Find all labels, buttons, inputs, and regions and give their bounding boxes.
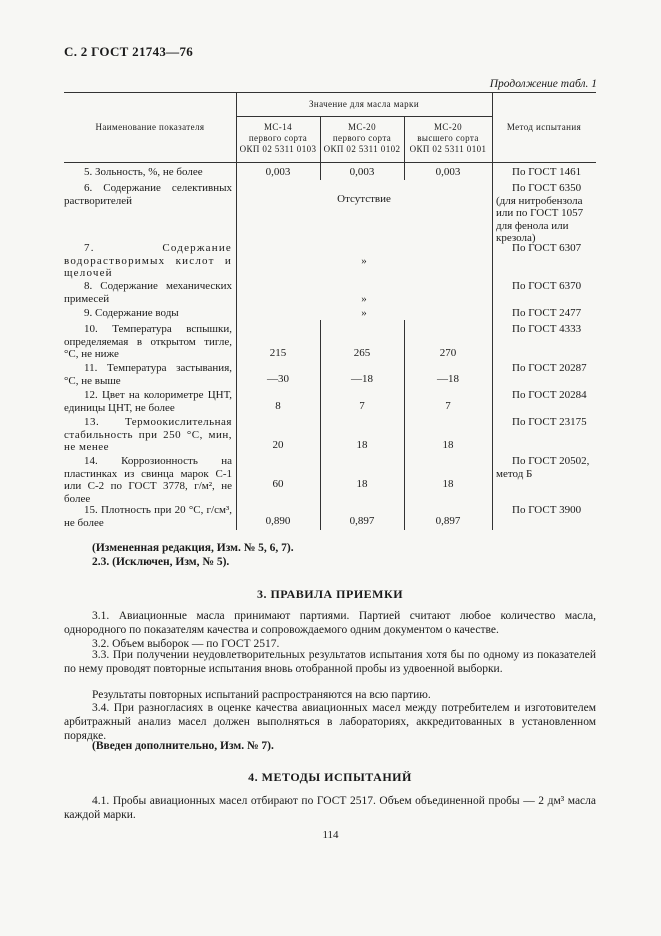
row-value: 20 [272, 439, 284, 451]
table-group-divider [236, 116, 492, 117]
row-method: По ГОСТ 1461 [512, 166, 582, 178]
row-value: 18 [442, 439, 454, 451]
table-col-divider [404, 320, 405, 530]
row-name: 13. Термоокислительная стабильность при 250 °С, мин, не менее [64, 416, 232, 453]
paragraph-4-1: 4.1. Пробы авиационных масел отбирают по ГОСТ 2517. Объем объединенной пробы — 2 дм³ масла каждой марки. [64, 795, 596, 821]
added-note: (Введен дополнительно, Изм. № 7). [92, 740, 274, 752]
row-merged-value: Отсутствие [337, 193, 391, 205]
row-name: 7. Содержание водорастворимых кислот и щелочей [64, 242, 232, 279]
row-value: 60 [272, 478, 284, 490]
table-col-divider [320, 162, 321, 180]
row-name: 6. Содержание селективных растворителей [64, 182, 232, 207]
row-value: 8 [275, 400, 281, 412]
row-method: По ГОСТ 6350 (для нитробензола или по ГОСТ 1057 для фенола или крезола) [496, 182, 584, 244]
row-value: —30 [267, 373, 289, 385]
row-merged-value: » [361, 293, 367, 305]
table-col-divider [236, 162, 237, 530]
brand-header: МС-20 высшего сорта ОКП 02 5311 0101 [409, 122, 487, 154]
row-value: 0,003 [435, 166, 461, 178]
table-col-divider [404, 162, 405, 180]
row-value: 0,897 [349, 515, 375, 527]
table-continuation-label: Продолжение табл. 1 [489, 78, 597, 90]
row-name: 11. Температура застывания, °С, не выше [64, 362, 232, 387]
row-value: 18 [442, 478, 454, 490]
paragraph-3-3: 3.3. При получении неудовлетворительных результатов испытания хотя бы по одному из показателей по нему проводят повторные испытания вновь отобранной пробы из удвоенной выборки. [64, 649, 596, 675]
row-value: 270 [439, 347, 457, 359]
page-number: 114 [322, 829, 339, 841]
row-name: 14. Коррозионность на пластинках из свинца марок С-1 или С-2 по ГОСТ 3778, г/м², не более [64, 455, 232, 505]
header-test-method: Метод испытания [506, 122, 582, 132]
row-value: 0,897 [435, 515, 461, 527]
table-col-divider [492, 162, 493, 530]
paragraph-3-3-b: Результаты повторных испытаний распространяются на всю партию. [92, 689, 431, 701]
row-value: 0,003 [349, 166, 375, 178]
row-value: 7 [359, 400, 365, 412]
section-4-title: 4. МЕТОДЫ ИСПЫТАНИЙ [248, 770, 412, 784]
row-method: По ГОСТ 2477 [512, 307, 582, 319]
row-name: 12. Цвет на колориметре ЦНТ, единицы ЦНТ, не более [64, 389, 232, 414]
amendment-note: (Измененная редакция, Изм. № 5, 6, 7). [92, 542, 294, 554]
section-3-title: 3. ПРАВИЛА ПРИЕМКИ [256, 587, 404, 601]
row-value: —18 [437, 373, 459, 385]
paragraph-3-4: 3.4. При разногласиях в оценке качества авиационных масел между потребителем и изготовителем арбитражный анализ масел должен выполняться в лабораториях, аккредитованных в установленном порядке. [64, 702, 596, 742]
row-value: —18 [351, 373, 373, 385]
row-method: По ГОСТ 3900 [512, 504, 582, 516]
paragraph-3-1: 3.1. Авиационные масла принимают партиями. Партией считают любое количество масла, однородного по показателям качества и сопровождаемого одним документом о качестве. [64, 610, 596, 636]
row-name: 8. Содержание механических примесей [64, 280, 232, 305]
row-method: По ГОСТ 6370 [512, 280, 582, 292]
document-header: С. 2 ГОСТ 21743—76 [64, 44, 194, 59]
row-value: 18 [356, 439, 368, 451]
row-name: 5. Зольность, %, не более [84, 166, 203, 178]
table-header-bottom-border [64, 162, 596, 163]
header-value-group: Значение для масла марки [308, 99, 420, 109]
row-value: 0,890 [265, 515, 291, 527]
row-merged-value: » [361, 307, 367, 319]
row-method: По ГОСТ 23175 [512, 416, 587, 428]
row-value: 265 [353, 347, 371, 359]
row-name: 10. Температура вспышки, определяемая в открытом тигле, °С, не ниже [64, 323, 232, 360]
row-method: По ГОСТ 20502, метод Б [496, 455, 590, 480]
row-merged-value: » [361, 255, 367, 267]
table-top-border [64, 92, 596, 93]
paragraph-3-2: 3.2. Объем выборок — по ГОСТ 2517. [92, 638, 280, 650]
brand-header: МС-14 первого сорта ОКП 02 5311 0103 [239, 122, 317, 154]
row-method: По ГОСТ 4333 [512, 323, 582, 335]
row-value: 7 [445, 400, 451, 412]
row-method: По ГОСТ 6307 [512, 242, 582, 254]
row-value: 0,003 [265, 166, 291, 178]
row-value: 215 [269, 347, 287, 359]
row-name: 9. Содержание воды [84, 307, 179, 319]
row-method: По ГОСТ 20284 [512, 389, 587, 401]
header-indicator-name: Наименование показателя [95, 122, 205, 132]
row-name: 15. Плотность при 20 °С, г/см³, не более [64, 504, 232, 529]
excluded-note: 2.3. (Исключен, Изм, № 5). [92, 556, 230, 568]
table-col-divider [320, 320, 321, 530]
row-method: По ГОСТ 20287 [512, 362, 587, 374]
row-value: 18 [356, 478, 368, 490]
brand-header: МС-20 первого сорта ОКП 02 5311 0102 [323, 122, 401, 154]
